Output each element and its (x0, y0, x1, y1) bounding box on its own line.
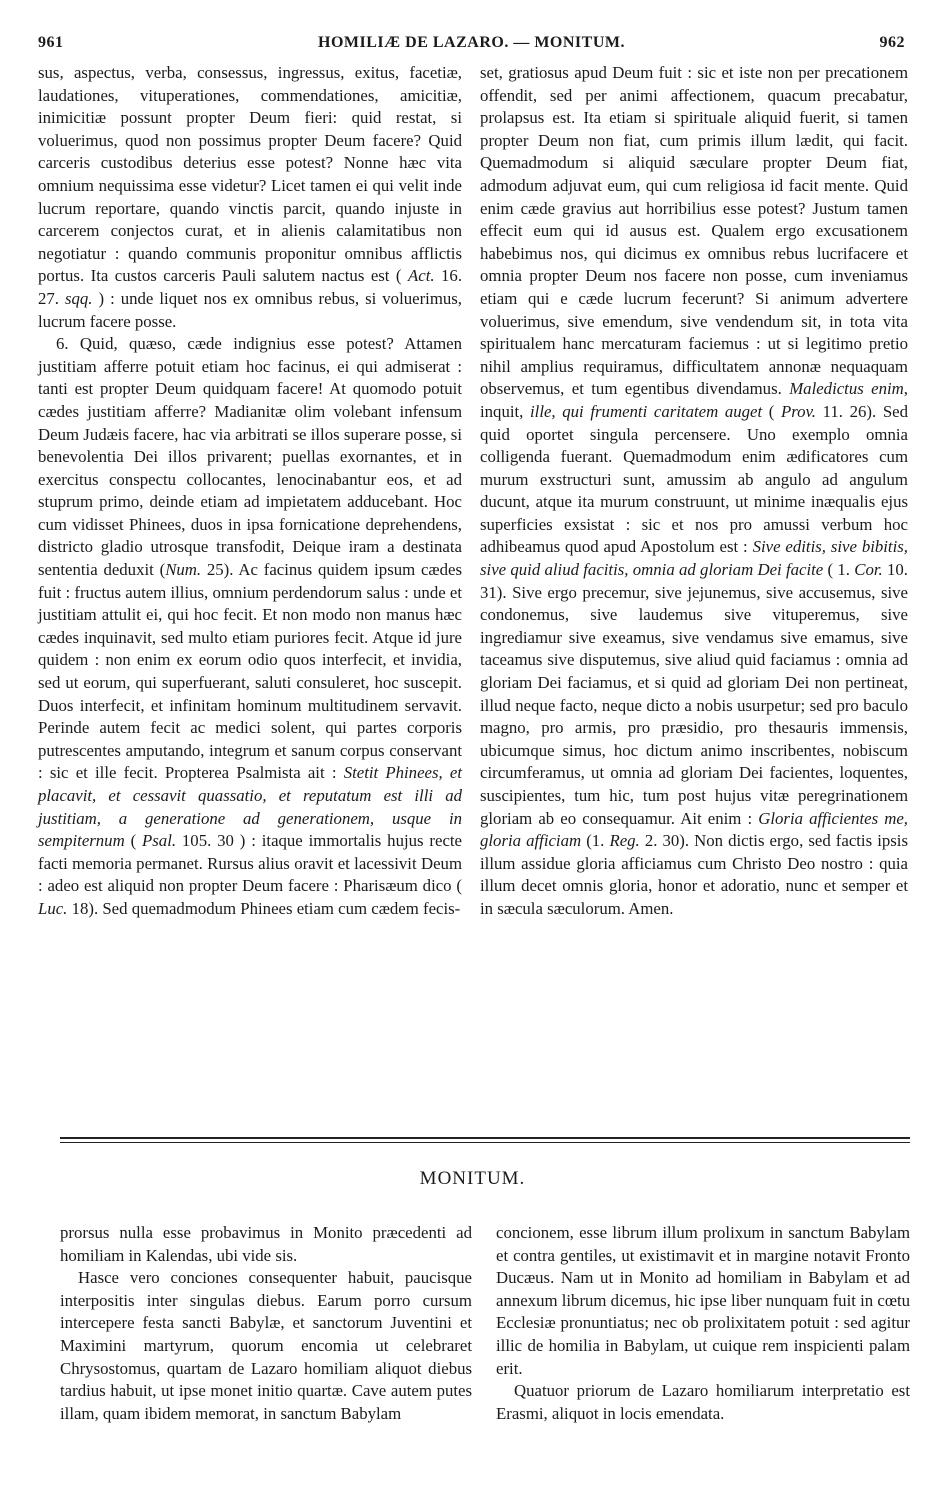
section-title: MONITUM. (419, 1168, 526, 1189)
paragraph: prorsus nulla esse probavimus in Monito præcedenti ad homiliam in Kalendas, ubi vide sis. (60, 1223, 472, 1265)
text-run: ( (762, 401, 782, 421)
page-number-right: 962 (879, 34, 905, 51)
text-run: (1. (581, 831, 610, 851)
text-run: 16. 27. (38, 266, 463, 308)
running-title: HOMILIÆ DE LAZARO. — MONITUM. (318, 34, 625, 51)
paragraph: Quatuor priorum de Lazaro homiliarum interpretatio est Erasmi, aliquot in locis emendata. (496, 1381, 910, 1423)
text-run: 18). Sed quemadmodum Phinees etiam cum cædem fecis- (67, 898, 461, 918)
paragraph (38, 333, 462, 920)
quotation: ille, qui frumenti caritatem auget (530, 401, 763, 421)
paragraph: concionem, esse librum illum prolixum in sanctum Babylam et contra gentiles, ut existimavit et in margine notavit Fronto Ducæus. Nam ut in Monito ad homiliam in Babylam et ad annexum librum dicemus, hic ipse liber nunquam fuit in cœtu Ecclesiæ pronuntiatus; nec ob prolixitatem potuit : sed agitur illic de homilia in Babylam, ut cuique rem inspicienti palam erit. (496, 1223, 910, 1378)
scripture-ref: Prov. (781, 401, 816, 421)
monitum-column-right (496, 1222, 910, 1425)
section-divider (60, 1137, 910, 1139)
text-column-right (480, 62, 908, 921)
text-run: sus, aspectus, verba, consessus, ingressus, exitus, facetiæ, laudationes, vituperationes, commendationes, amicitiæ, inimicitiæ possunt propter Deum fieri: quid restat, si voluerimus, quod non possimus propter Deum facere? Quid carceris custodibus deterius esse potest? Nonne hæc vita omnium nequissima esse videtur? Licet tamen ei qui velit inde lucrum reportare, quando vinctis parcit, quando injuste in carcerem conjectos curat, et in alienis calamitatibus non negotiatur : quando communis proponitur omnibus afflictis portus. Ita custos carceris Pauli salutem nactus est ( (38, 63, 462, 286)
scripture-ref: sqq. (64, 288, 93, 308)
text-run: ( 1. (823, 560, 855, 580)
paragraph: Hasce vero conciones consequenter habuit, paucisque interpositis inter singulas diebus. Earum porro cursum intercepere festa sancti Babylæ, et sanctorum Juventini et Maximini martyrum, quorum encomia ut celebraret Chrysostomus, quartam de Lazaro homiliam aliquot diebus tardius habuit, ut ipse monet initio quartæ. Cave autem putes illam, quam ibidem memorat, in sanctum Babylam (60, 1268, 472, 1423)
text-run: 2. 30). Non dictis ergo, sed factis ipsis illum assidue gloria afficiamus cum Christo Deo nostro : quia illum decet omnis gloria, honor et adoratio, nunc et semper et in sæcula sæculorum. Amen. (480, 831, 908, 918)
scripture-ref: Num. (165, 560, 202, 580)
text-run: ( (124, 831, 143, 851)
text-run: set, gratiosus apud Deum fuit : sic et iste non per precationem offendit, sed per animi affectionem, quacum precabatur, prolapsus est. Ita etiam si spirituale aliquid fuerit, si tamen propter Deum non fiat, cum primis illum lædit, qui facit. Quemadmodum si aliquid sæculare propter Deum fiat, admodum adjuvat eum, qui cum religiosa id facit mente. Quid enim cæde gravius aut horribilius esse potest? Justum tamen effecit eum qui id ausus est. Qualem ergo excusationem habebimus nos, qui dicimus ex omnibus rebus lucrifacere et omnia propter Deum nos facere non posse, cum inveniamus etiam qui e cæde lucrum fecerunt? Si animum advertere voluerimus, sive emendum, sive vendendum sit, in tota vita spiritualem hanc mercaturam faciemus : ut si legitimo pretio nihil amplius requiramus, difficultatem annonæ nequaquam observemus, et tum egentibus divendamus. (480, 63, 908, 399)
text-run: 6. Quid, quæso, cæde indignius esse potest? Attamen justitiam afferre potuit etiam hoc facinus, ei qui admiserat : tanti est propter Deum quidquam facere! At quomodo potuit cædes justitiam afferre? Madianitæ olim volebant infensum Deum Judæis facere, hac via arbitrati se illos superare posse, si benevolentia Dei illos privarent; puellas exornantes, et in exercitus conspectu collocantes, lenocinabantur eos, et ad stuprum primo, deinde etiam ad impietatem adducebant. Hoc cum vidisset Phinees, duos in ipsa fornicatione deprehendens, districto gladio utrosque transfodit, Deique iram a destinata sententia deduxit ( (38, 334, 462, 580)
scripture-ref: Act. (408, 266, 435, 286)
text-column-left (38, 62, 462, 921)
quotation: Sive editis, sive bibitis, sive quid aliud facitis, omnia ad gloriam Dei facite (480, 537, 908, 580)
quotation: Gloria afficientes me, gloria afficiam (480, 808, 908, 851)
paragraph (38, 62, 462, 333)
monitum-column-left (60, 1222, 472, 1425)
text-run: ) : unde liquet nos ex omnibus rebus, si voluerimus, lucrum facere posse. (38, 288, 462, 331)
text-run: 11. 26). Sed quid oportet singula percensere. Uno exemplo omnia colligenda fuerant. Quemadmodum enim ædificatores cum murum exstructuri sunt, amussim ab angulo ad angulum ducunt, atque ita murum construunt, ut minime inæqualis ejus superficies exsistat : sic et nos pro amussi verbum hoc adhibeamus quod apud Apostolum est : (480, 401, 908, 557)
scripture-ref: Reg. (609, 831, 640, 851)
text-run: 10. 31). Sive ergo precemur, sive jejunemus, sive accusemus, sive condonemus, sive laudemus sive vituperemus, sive ingrediamur sive exeamus, sive vendamus sive emamus, sive taceamus sive disputemus, sive aliud quid faciamus : omnia ad gloriam Dei faciamus, et si quid ad gloriam Dei non pertineat, illud neque facto, neque dicto a nobis usurpetur; sed pro baculo magno, pro armis, pro præsidio, pro thesauris immensis, ubicumque simus, hoc dictum animo inscribentes, nobiscum circumferamus, ut omnia ad gloriam Dei facientes, loquentes, suscipientes, tum hic, tum post hujus vitæ peregrinationem gloriam ab eo consequamur. Ait enim : (480, 560, 908, 828)
paragraph (480, 62, 908, 921)
page-number-left: 961 (38, 34, 64, 51)
section-divider (60, 1142, 910, 1143)
scripture-ref: Cor. (854, 560, 883, 580)
text-run: 105. 30 ) : itaque immortalis hujus recte facti memoria permanet. Rursus alius oravit et lacessivit Deum : adeo est aliquid non propter Deum facere : Pharisæum dico ( (38, 831, 462, 896)
scripture-ref: Luc. (38, 898, 68, 918)
quotation: Maledictus enim (789, 379, 904, 399)
running-header (38, 34, 905, 60)
quotation: Stetit Phinees, et placavit, et cessavit quassatio, et reputatum est illi ad justitiam, a generatione ad generationem, usque in sempiternum (38, 763, 462, 851)
text-run: , inquit, (480, 379, 908, 421)
scripture-ref: Psal. (142, 831, 177, 851)
text-run: 25). Ac facinus quidem ipsum cædes fuit : fructus autem illius, omnium perdendorum salus : unde et justitiam attulit ei, qui hoc fecit. Et non modo non manus hæc cædes inquinavit, sed multo etiam puriores fecit. Atque id jure quidem : non enim ex eorum odio quos interfecit, et invidia, sed ut eorum, qui superfuerant, saluti consuleret, hoc suscepit. Duos interfecit, et infinitam hominum multitudinem servavit. Perinde autem fecit ac medici solent, qui partes corporis putrescentes amputando, integrum et sanum corpus conservant : sic et ille fecit. Propterea Psalmista ait : (38, 560, 462, 783)
